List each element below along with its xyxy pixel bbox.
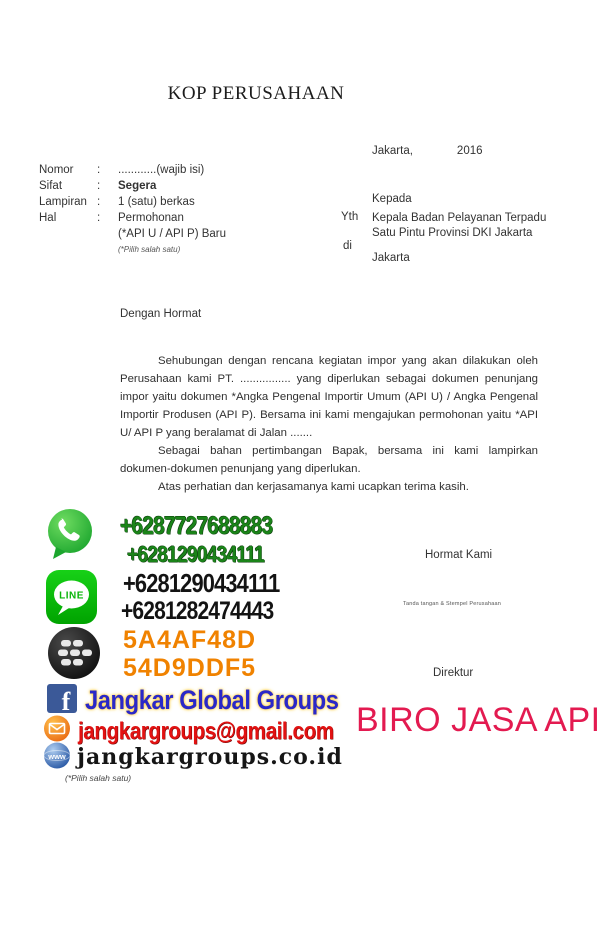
recipient-kepada: Kepada [372,193,412,205]
recipient-yth: Yth [341,211,359,223]
meta-value: Permohonan [118,212,184,224]
hal-line2: (*API U / API P) Baru [118,228,227,240]
meta-label: Hal [39,212,57,224]
whatsapp-icon [46,507,94,562]
meta-row-hal [39,210,226,226]
line-number-2: +6281282474443 [121,597,274,625]
meta-label: Lampiran [39,196,87,208]
line-number-1-row [123,568,309,599]
recipient-di: di [343,240,352,252]
line-icon [45,569,98,625]
line-number-2-row [121,597,302,626]
meta-value: Segera [118,180,157,192]
meta-colon: : [97,164,101,176]
meta-row-hal-note [39,242,226,258]
recipient-city: Jakarta [372,252,410,264]
website-www-glyph: www [48,752,66,761]
letter-meta [39,162,226,258]
closing-role: Direktur [433,667,474,679]
meta-label: Nomor [39,164,74,176]
recipient-line2: Satu Pintu Provinsi DKI Jakarta [372,227,533,239]
facebook-f-glyph: f [61,687,71,713]
gmail-icon [43,715,71,742]
meta-value: ............(wajib isi) [118,164,205,176]
email-row [78,718,375,746]
bbm-pin-2: 54D9DDF5 [123,654,257,682]
line-number-1: +6281290434111 [123,568,280,598]
facebook-name-row [85,685,373,716]
date-line [372,145,483,157]
recipient-address [372,211,546,241]
facebook-icon [47,684,77,713]
letter-body [120,352,538,496]
svg-text:LINE: LINE [59,590,84,602]
whatsapp-number-1-row [120,512,301,541]
recipient-line1: Kepala Badan Pelayanan Terpadu [372,212,547,224]
whatsapp-number-1: +6287727688883 [120,512,273,540]
meta-colon: : [97,180,101,192]
paragraph-3: Atas perhatian dan kerjasamanya kami ucapkan terima kasih. [158,481,469,493]
bbm-icon [47,626,101,680]
facebook-name: Jangkar Global Groups [85,685,339,715]
paragraph-2: Sebagai bahan pertimbangan Bapak, bersama ini kami lampirkan dokumen-dokumen penunjang yang diperlukan. [120,445,538,475]
whatsapp-number-2-row [127,541,290,568]
meta-colon: : [97,196,101,208]
meta-value: 1 (satu) berkas [118,196,195,208]
footer-note: (*Pilih salah satu) [65,773,132,783]
bbm-pin-2-row [123,654,256,683]
email-address: jangkargroups@gmail.com [78,718,334,745]
closing-hormat-kami: Hormat Kami [425,549,493,561]
bbm-pin-1: 5A4AF48D [123,626,257,654]
whatsapp-number-2: +6281290434111 [127,541,265,567]
page-title: KOP PERUSAHAAN [167,83,345,104]
website-row [77,744,343,770]
paragraph-1: Sehubungan dengan rencana kegiatan impor yang akan dilakukan oleh Perusahaan kami PT. ................ yang diperlukan sebagai dokumen penunjang impor yaitu dokumen *Angka Pengenal Importir Umum (API U) / Angka Pengenal Importir Produsen (API P). Bersama ini kami mengajukan permohonan yaitu *API U/ API P yang beralamat di Jalan ....... [120,355,538,439]
meta-label: Sifat [39,180,63,192]
meta-colon: : [97,212,101,224]
website-url: jangkargroups.co.id [77,744,343,770]
meta-row-sifat [39,178,226,194]
signature-note: Tanda tangan & Stempel Perusahaan [403,601,502,607]
meta-row-nomor [39,162,226,178]
date-city: Jakarta, [372,145,413,157]
meta-row-lampiran [39,194,226,210]
salutation: Dengan Hormat [120,308,202,320]
bbm-pin-1-row [123,626,256,655]
website-globe-icon [43,742,71,769]
meta-row-hal-line2 [39,226,226,242]
hal-note: (*Pilih salah satu) [118,245,181,254]
biro-jasa-api-text: BIRO JASA API [356,701,601,739]
date-year: 2016 [456,145,483,157]
